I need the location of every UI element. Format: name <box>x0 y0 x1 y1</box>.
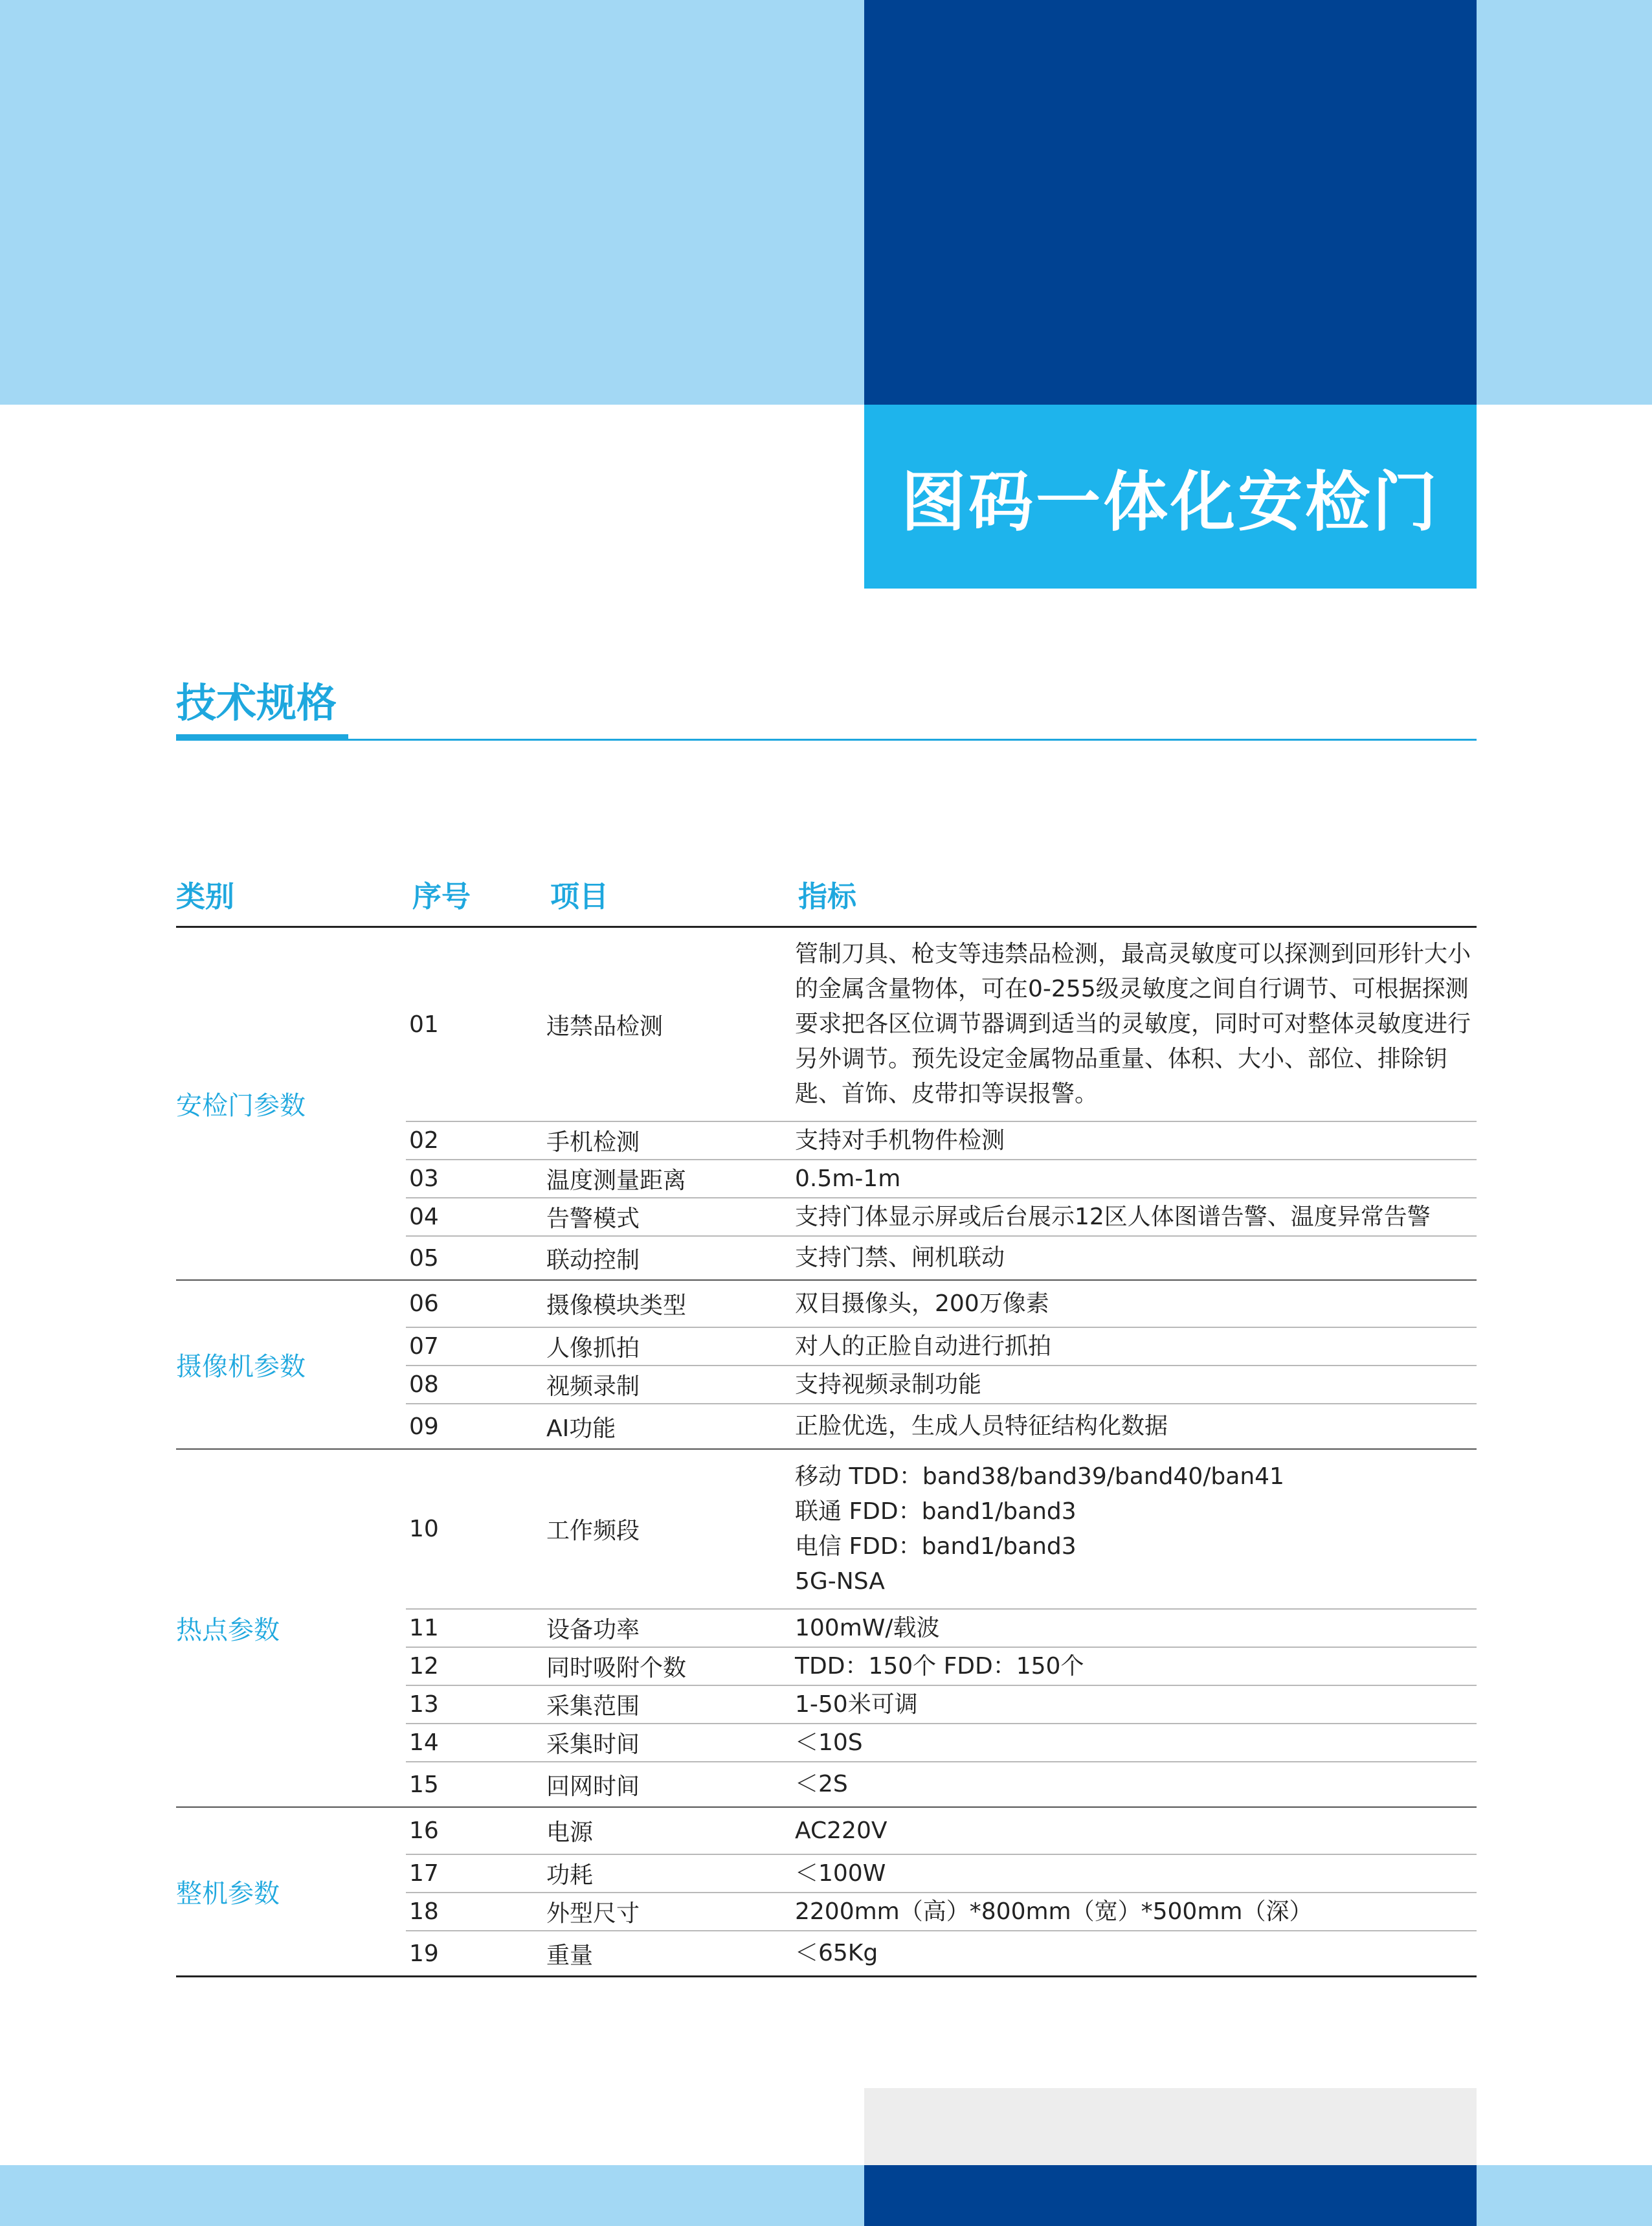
row-num: 12 <box>409 1653 439 1680</box>
row-num: 07 <box>409 1333 439 1360</box>
group-category-label: 安检门参数 <box>176 1091 306 1121</box>
row-item: 电源 <box>546 1819 594 1846</box>
row-value: AC220V <box>795 1817 887 1844</box>
table-row <box>406 1328 1477 1366</box>
table-row <box>406 1122 1477 1160</box>
row-item: 回网时间 <box>546 1773 640 1800</box>
row-num: 11 <box>409 1615 439 1641</box>
table-header <box>176 861 1477 928</box>
row-num: 10 <box>409 1516 439 1542</box>
row-value: ＜100W <box>795 1860 886 1887</box>
row-item: 摄像模块类型 <box>546 1292 687 1319</box>
row-num: 13 <box>409 1691 439 1718</box>
header-value: 指标 <box>798 879 857 914</box>
row-value: 移动 TDD：band38/band39/band40/ban41 联通 FDD：band1/band3 电信 FDD：band1/band3 5G-NSA <box>795 1463 1284 1595</box>
row-value: 管制刀具、枪支等违禁品检测，最高灵敏度可以探测到回形针大小的金属含量物体，可在0-255级灵敏度之间自行调节、可根据探测要求把各区位调节器调到适当的灵敏度，同时可对整体灵敏度进行另外调节。预先设定金属物品重量、体积、大小、部位、排除钥匙、首饰、皮带扣等误报警。 <box>795 941 1471 1107</box>
row-item: 工作频段 <box>546 1518 640 1544</box>
group-camera <box>176 1281 1477 1448</box>
group-category-label: 热点参数 <box>176 1615 280 1645</box>
row-item: 重量 <box>546 1942 594 1969</box>
row-value: TDD：150个 FDD：150个 <box>795 1652 1084 1680</box>
table-row <box>406 1808 1477 1855</box>
table-row <box>406 1724 1477 1762</box>
table-row <box>406 1237 1477 1279</box>
row-item: 视频录制 <box>546 1373 640 1400</box>
section-divider <box>176 739 1477 741</box>
table-row <box>406 1610 1477 1648</box>
row-value: 100mW/载波 <box>795 1614 940 1641</box>
table-end-rule <box>176 1975 1477 1977</box>
row-num: 19 <box>409 1940 439 1967</box>
row-num: 15 <box>409 1771 439 1798</box>
row-item: 手机检测 <box>546 1129 640 1156</box>
table-row <box>406 1404 1477 1448</box>
row-value: 2200mm（高）*800mm（宽）*500mm（深） <box>795 1898 1313 1925</box>
table-row <box>406 1931 1477 1975</box>
group-hotspot <box>176 1450 1477 1806</box>
row-value: 0.5m-1m <box>795 1165 901 1192</box>
row-value: ＜2S <box>795 1771 848 1797</box>
row-item: 采集范围 <box>546 1693 640 1720</box>
header-item: 项目 <box>550 879 609 914</box>
table-row <box>406 1762 1477 1806</box>
section-title: 技术规格 <box>176 679 337 726</box>
row-num: 17 <box>409 1860 439 1887</box>
row-item: 采集时间 <box>546 1731 640 1758</box>
row-num: 14 <box>409 1729 439 1756</box>
table-row <box>406 928 1477 1122</box>
table-row <box>406 1686 1477 1724</box>
bottom-dark-block <box>864 2165 1477 2226</box>
table-row <box>406 1855 1477 1893</box>
bottom-gray-block <box>864 2088 1477 2165</box>
section-underline-accent <box>176 734 348 741</box>
row-num: 03 <box>409 1165 439 1192</box>
row-num: 16 <box>409 1817 439 1844</box>
row-num: 02 <box>409 1127 439 1154</box>
row-value: 对人的正脸自动进行抓拍 <box>795 1332 1052 1360</box>
row-item: 功耗 <box>546 1862 594 1889</box>
row-value: ＜10S <box>795 1729 863 1756</box>
row-item: 人像抓拍 <box>546 1335 640 1362</box>
table-row <box>406 1198 1477 1237</box>
group-category-label: 整机参数 <box>176 1879 280 1909</box>
row-num: 08 <box>409 1371 439 1398</box>
header-category: 类别 <box>176 879 235 914</box>
row-value: 正脸优选，生成人员特征结构化数据 <box>795 1413 1168 1439</box>
row-num: 18 <box>409 1898 439 1925</box>
table-row <box>406 1648 1477 1686</box>
row-value: 支持视频录制功能 <box>795 1371 982 1398</box>
row-value: ＜65Kg <box>795 1940 878 1966</box>
table-row <box>406 1450 1477 1610</box>
group-category-label: 摄像机参数 <box>176 1352 306 1382</box>
row-item: 温度测量距离 <box>546 1167 687 1194</box>
row-num: 05 <box>409 1244 439 1272</box>
spec-table <box>176 861 1477 1977</box>
row-item: 联动控制 <box>546 1246 640 1274</box>
table-row <box>406 1893 1477 1931</box>
row-num: 01 <box>409 1011 439 1038</box>
header-num: 序号 <box>412 879 471 914</box>
row-item: 同时吸附个数 <box>546 1655 687 1681</box>
table-row <box>406 1160 1477 1198</box>
row-value: 支持门禁、闸机联动 <box>795 1244 1005 1271</box>
page-title: 图码一体化安检门 <box>901 464 1440 540</box>
row-value: 支持对手机物件检测 <box>795 1127 1005 1154</box>
row-value: 双目摄像头，200万像素 <box>795 1290 1049 1317</box>
row-num: 04 <box>409 1204 439 1230</box>
row-item: 违禁品检测 <box>546 1013 664 1040</box>
top-dark-block <box>864 0 1477 405</box>
table-row <box>406 1281 1477 1328</box>
row-item: AI功能 <box>546 1415 616 1442</box>
row-num: 09 <box>409 1413 439 1440</box>
row-num: 06 <box>409 1290 439 1317</box>
group-machine <box>176 1808 1477 1975</box>
table-row <box>406 1366 1477 1404</box>
group-security-gate <box>176 928 1477 1279</box>
row-value: 1-50米可调 <box>795 1691 918 1718</box>
title-block <box>864 405 1477 589</box>
row-item: 设备功率 <box>546 1617 640 1643</box>
row-value: 支持门体显示屏或后台展示12区人体图谱告警、温度异常告警 <box>795 1203 1431 1230</box>
row-item: 告警模式 <box>546 1206 640 1232</box>
row-item: 外型尺寸 <box>546 1900 640 1927</box>
